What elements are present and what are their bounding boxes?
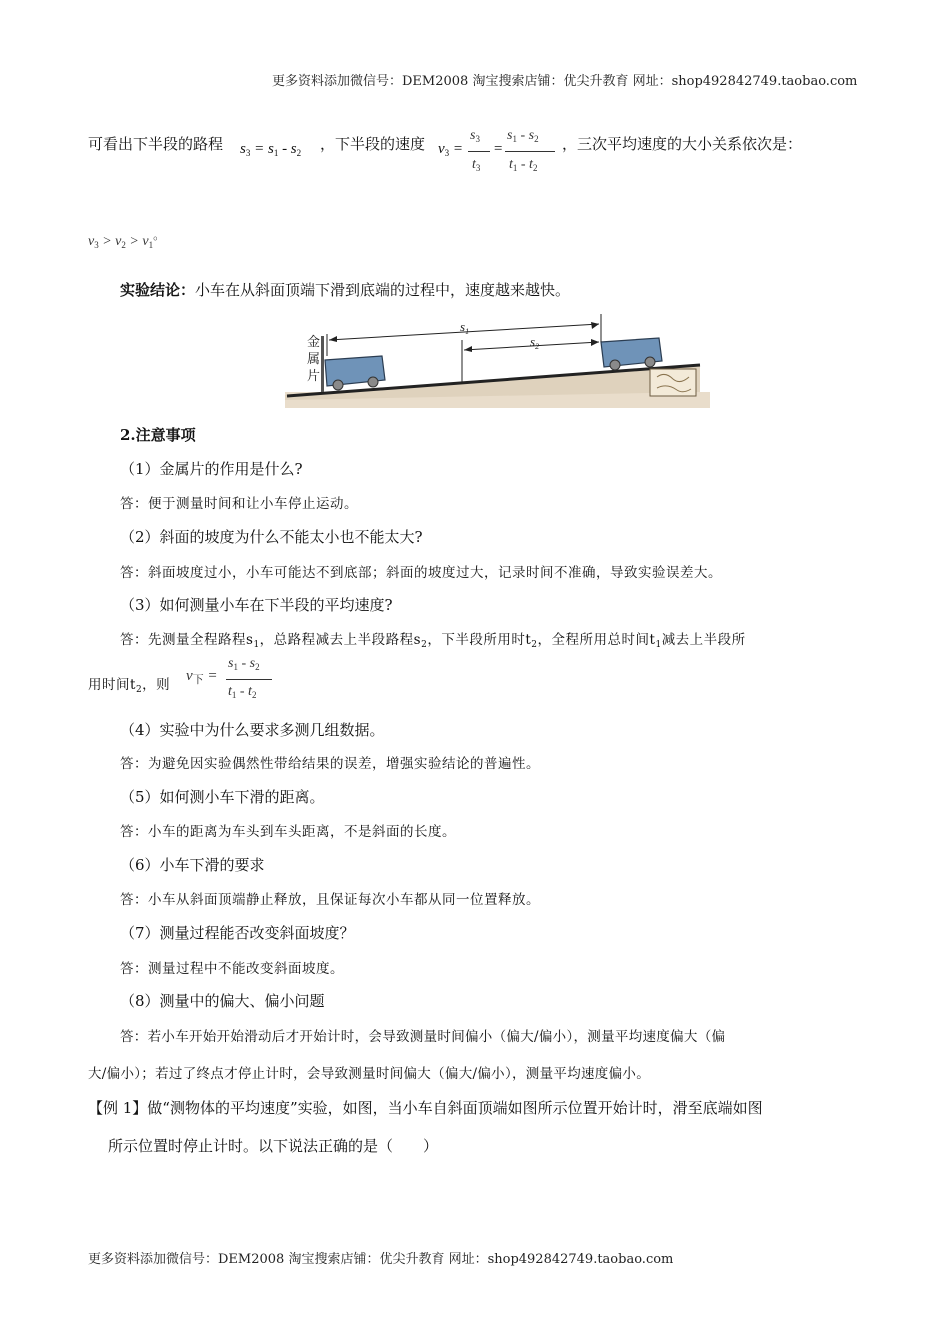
- answer-8-line1: 答：若小车开始开始滑动后才开始计时，会导致测量时间偏小（偏大/偏小），测量平均速度偏大（偏: [120, 1029, 726, 1045]
- frac-t3-den: $t_3$: [472, 157, 481, 173]
- frac-bar-1: [468, 151, 490, 152]
- answer-6: 答：小车从斜面顶端静止释放，且保证每次小车都从同一位置释放。: [120, 892, 540, 908]
- question-2: （2）斜面的坡度为什么不能太小也不能太大?: [120, 528, 423, 546]
- formula-v-down: $v_下$ =: [186, 668, 218, 686]
- frac-s1s2-num: $s_1 - s_2$: [507, 128, 539, 144]
- answer-5: 答：小车的距离为车头到车头距离，不是斜面的长度。: [120, 824, 456, 840]
- incline-figure: [285, 312, 710, 408]
- s2-arrow-right: [591, 339, 599, 346]
- cart-start: [325, 356, 385, 390]
- answer-4: 答：为避免因实验偶然性带给结果的误差，增强实验结论的普遍性。: [120, 756, 540, 772]
- frac-v-down-den: $t_1 - t_2$: [228, 684, 257, 700]
- s1-arrow-right: [591, 322, 599, 329]
- frac-s3-num: $s_3$: [470, 128, 480, 144]
- label-metal-char-1: 金: [307, 335, 321, 350]
- equals-sign: =: [493, 141, 504, 157]
- label-s2: $s_2$: [530, 334, 540, 351]
- text-line1-b: ，下半段的速度: [320, 135, 426, 153]
- section-title: 2.注意事项: [120, 426, 196, 444]
- page-footer: 更多资料添加微信号：DEM2008 淘宝搜索店铺：优尖升教育 网址：shop492842749.taobao.com: [88, 1252, 674, 1267]
- question-1: （1）金属片的作用是什么?: [120, 460, 303, 478]
- question-4: （4）实验中为什么要求多测几组数据。: [120, 721, 385, 739]
- question-5: （5）如何测小车下滑的距离。: [120, 788, 325, 806]
- s1-arrow-left: [329, 336, 337, 342]
- answer-3-line1: 答：先测量全程路程$s_1$，总路程减去上半段路程$s_2$，下半段所用时$t_2$，全程所用总时间$t_1$减去上半段所: [120, 632, 746, 650]
- formula-v3: $v_3$ =: [438, 141, 464, 158]
- example-line2: 所示位置时停止计时。以下说法正确的是（ ）: [108, 1137, 439, 1155]
- answer-1: 答：便于测量时间和让小车停止运动。: [120, 496, 358, 512]
- metal-plate: [321, 336, 324, 392]
- conclusion-text: 小车在从斜面顶端下滑到底端的过程中，速度越来越快。: [195, 281, 571, 299]
- answer-7: 答：测量过程中不能改变斜面坡度。: [120, 961, 344, 977]
- frac-t1t2-den: $t_1 - t_2$: [509, 157, 538, 173]
- frac-bar-3: [226, 679, 272, 680]
- question-3: （3）如何测量小车在下半段的平均速度?: [120, 596, 393, 614]
- answer-3-line2: 用时间$t_2$，则: [88, 677, 171, 695]
- cart-end: [601, 338, 662, 370]
- label-metal-char-3: 片: [307, 369, 321, 384]
- text-line1-c: ，三次平均速度的大小关系依次是：: [562, 135, 803, 153]
- frac-v-down-num: $s_1 - s_2$: [228, 656, 260, 672]
- text-line1-a: 可看出下半段的路程: [88, 135, 224, 153]
- support-block: [650, 369, 696, 396]
- question-6: （6）小车下滑的要求: [120, 856, 265, 874]
- label-s1: $s_1$: [460, 319, 470, 336]
- formula-speed-order: $v_3 > v_2 > v_1$。: [88, 228, 166, 250]
- label-metal-char-2: 属: [307, 352, 321, 367]
- formula-s3: $s_3 = s_1 - s_2$: [240, 141, 302, 158]
- conclusion-label: 实验结论：: [120, 281, 196, 299]
- conclusion: [120, 279, 570, 300]
- answer-2: 答：斜面坡度过小，小车可能达不到底部；斜面的坡度过大，记录时间不准确，导致实验误差大。: [120, 565, 722, 581]
- answer-8-line2: 大/偏小）；若过了终点才停止计时，会导致测量时间偏大（偏大/偏小），测量平均速度偏小。: [88, 1066, 650, 1082]
- frac-bar-2: [505, 151, 555, 152]
- s2-arrow-left: [464, 346, 472, 352]
- question-7: （7）测量过程能否改变斜面坡度？: [120, 924, 355, 942]
- question-8: （8）测量中的偏大、偏小问题: [120, 992, 325, 1010]
- page-header: 更多资料添加微信号：DEM2008 淘宝搜索店铺：优尖升教育 网址：shop492842749.taobao.com: [272, 74, 858, 89]
- example-line1: 【例 1】做“测物体的平均速度”实验，如图，当小车自斜面顶端如图所示位置开始计时，滑至底端如图: [88, 1099, 763, 1117]
